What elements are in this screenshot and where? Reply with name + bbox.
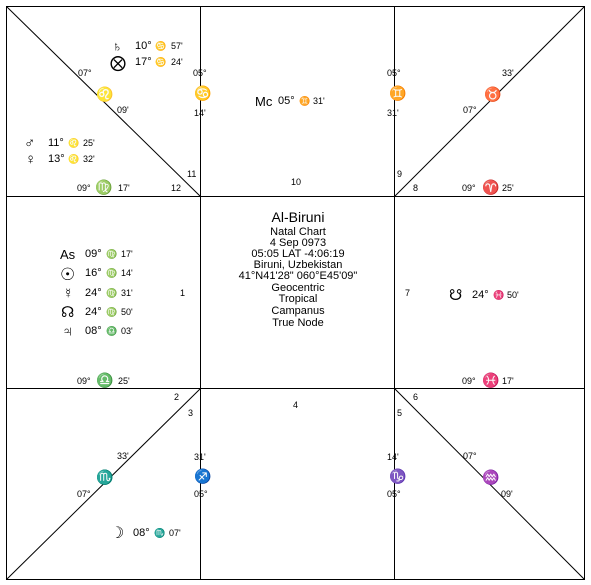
aquarius-icon: ♒ bbox=[482, 469, 500, 485]
moon-minute: 07' bbox=[169, 528, 181, 538]
cancer-icon: ♋ bbox=[194, 85, 212, 101]
house-number-6: 6 bbox=[413, 392, 419, 402]
house-system: Campanus bbox=[271, 305, 325, 317]
birth-coordinates: 41°N41'28" 060°E45'09" bbox=[238, 270, 358, 282]
side-br-minute: 14' bbox=[387, 452, 399, 462]
south-node-icon: ☋ bbox=[449, 287, 463, 304]
fortune-sign: ♋ bbox=[155, 57, 167, 67]
venus-minute: 32' bbox=[83, 154, 95, 164]
part-of-fortune-icon: ⨂ bbox=[110, 55, 126, 72]
house7-planets bbox=[449, 287, 519, 304]
cusp-6-degree: 09° bbox=[462, 376, 476, 386]
virgo-icon: ♍ bbox=[95, 179, 113, 195]
venus-degree: 13° bbox=[48, 153, 65, 165]
pisces-icon: ♓ bbox=[482, 372, 500, 388]
taurus-icon: ♉ bbox=[484, 86, 502, 102]
scorpio-icon: ♏ bbox=[96, 469, 114, 485]
house-number-4: 4 bbox=[293, 400, 299, 410]
cusp-2-minute: 25' bbox=[118, 376, 130, 386]
sagittarius-icon: ♐ bbox=[194, 468, 212, 484]
house-number-10: 10 bbox=[291, 177, 302, 187]
mc-minute: 31' bbox=[313, 96, 325, 106]
cusp-12-minute: 17' bbox=[118, 183, 130, 193]
house-number-7: 7 bbox=[405, 288, 411, 298]
zodiac-type: Tropical bbox=[278, 293, 318, 305]
house-number-2: 2 bbox=[174, 392, 180, 402]
cusp-8-degree: 09° bbox=[462, 183, 476, 193]
saturn-icon: ♄ bbox=[112, 38, 123, 54]
corner-tr-minute: 33' bbox=[502, 68, 514, 78]
moon-sign: ♏ bbox=[154, 528, 166, 538]
mc-sign: ♊ bbox=[299, 96, 311, 106]
cusp-8-minute: 25' bbox=[502, 183, 514, 193]
corner-br-degree: 07° bbox=[463, 451, 477, 461]
sun-minute: 14' bbox=[121, 268, 133, 278]
fortune-degree: 17° bbox=[135, 56, 152, 68]
corner-tl-degree: 07° bbox=[78, 68, 92, 78]
mercury-sign: ♍ bbox=[106, 288, 118, 298]
sun-sign: ♍ bbox=[106, 268, 118, 278]
house-number-11: 11 bbox=[187, 169, 197, 179]
house3-planets bbox=[110, 525, 181, 542]
venus-sign: ♌ bbox=[68, 154, 80, 164]
side-r-minute: 31' bbox=[387, 108, 399, 118]
saturn-degree: 10° bbox=[135, 40, 152, 52]
house-number-5: 5 bbox=[397, 408, 403, 418]
chart-name: Al-Biruni bbox=[271, 209, 325, 225]
corner-label-bottom-left bbox=[77, 451, 129, 499]
house1-planets bbox=[60, 247, 133, 340]
venus-icon: ♀ bbox=[25, 151, 37, 168]
mars-minute: 25' bbox=[83, 138, 95, 148]
chart-info-block bbox=[239, 209, 358, 329]
mercury-degree: 24° bbox=[85, 287, 102, 299]
north-node-minute: 50' bbox=[121, 307, 133, 317]
asc-degree: 09° bbox=[85, 248, 102, 260]
cusp-8-label bbox=[462, 179, 514, 196]
side-l-minute: 14' bbox=[194, 108, 206, 118]
corner-label-top-left bbox=[78, 68, 129, 115]
side-label-right bbox=[387, 68, 406, 118]
jupiter-sign: ♎ bbox=[106, 326, 118, 336]
side-l-degree: 05° bbox=[193, 68, 207, 78]
asc-minute: 17' bbox=[121, 249, 133, 259]
cusp-2-label bbox=[77, 372, 130, 389]
midheaven-label bbox=[255, 94, 325, 109]
cusp-6-minute: 17' bbox=[502, 376, 514, 386]
mercury-minute: 31' bbox=[121, 288, 133, 298]
mars-degree: 11° bbox=[48, 137, 64, 149]
house-number-9: 9 bbox=[397, 169, 403, 179]
north-node-icon: ☊ bbox=[61, 304, 75, 321]
corner-label-bottom-right bbox=[463, 451, 513, 499]
zodiac-center: Geocentric bbox=[271, 282, 325, 294]
leo-icon: ♌ bbox=[96, 86, 114, 102]
cusp-12-label bbox=[77, 179, 130, 196]
moon-degree: 08° bbox=[133, 527, 150, 539]
capricorn-icon: ♑ bbox=[389, 468, 407, 484]
house-number-1: 1 bbox=[180, 288, 186, 298]
fortune-minute: 24' bbox=[171, 57, 183, 67]
corner-bl-degree: 07° bbox=[77, 489, 91, 499]
house-number-8: 8 bbox=[413, 183, 419, 193]
south-node-degree: 24° bbox=[472, 289, 489, 301]
gemini-icon: ♊ bbox=[389, 85, 407, 101]
corner-label-top-right bbox=[463, 68, 514, 115]
south-node-minute: 50' bbox=[507, 290, 519, 300]
side-label-left bbox=[193, 68, 211, 118]
libra-icon: ♎ bbox=[96, 372, 114, 388]
midheaven-icon: Mc bbox=[255, 94, 273, 109]
cusp-12-degree: 09° bbox=[77, 183, 91, 193]
side-bl-minute: 31' bbox=[194, 452, 206, 462]
birth-date: 4 Sep 0973 bbox=[269, 237, 327, 249]
corner-tr-degree: 07° bbox=[463, 105, 477, 115]
house11-planets bbox=[24, 135, 95, 168]
jupiter-minute: 03' bbox=[121, 326, 133, 336]
moon-icon: ☽ bbox=[110, 525, 125, 542]
asc-sign: ♍ bbox=[106, 249, 118, 259]
north-node-degree: 24° bbox=[85, 306, 102, 318]
ascendant-icon: As bbox=[60, 247, 76, 262]
corner-tl-minute: 09' bbox=[117, 105, 129, 115]
aries-icon: ♈ bbox=[482, 179, 500, 195]
cusp-6-label bbox=[462, 372, 514, 389]
jupiter-degree: 08° bbox=[85, 325, 102, 337]
node-type: True Node bbox=[272, 317, 324, 329]
house12-planets bbox=[110, 38, 183, 72]
house-number-3: 3 bbox=[188, 408, 194, 418]
side-label-bottom-right bbox=[387, 452, 406, 499]
mc-degree: 05° bbox=[278, 95, 295, 107]
cusp-2-degree: 09° bbox=[77, 376, 91, 386]
mars-sign: ♌ bbox=[68, 138, 80, 148]
sun-degree: 16° bbox=[85, 267, 102, 279]
corner-br-minute: 09' bbox=[501, 489, 513, 499]
corner-bl-minute: 33' bbox=[117, 451, 129, 461]
side-bl-degree: 05° bbox=[194, 489, 208, 499]
mercury-icon: ☿ bbox=[63, 285, 74, 301]
chart-type: Natal Chart bbox=[270, 226, 326, 238]
birth-place: Biruni, Uzbekistan bbox=[253, 259, 343, 271]
house-number-12: 12 bbox=[171, 183, 182, 193]
saturn-sign: ♋ bbox=[155, 41, 167, 51]
sun-icon: ☉ bbox=[60, 265, 76, 284]
side-label-bottom-left bbox=[194, 452, 211, 499]
side-br-degree: 05° bbox=[387, 489, 401, 499]
jupiter-icon: ♃ bbox=[62, 323, 74, 340]
mars-icon: ♂ bbox=[24, 135, 36, 152]
birth-time: 05:05 LAT -4:06:19 bbox=[251, 248, 345, 260]
saturn-minute: 57' bbox=[171, 41, 183, 51]
north-node-sign: ♍ bbox=[106, 307, 118, 317]
south-node-sign: ♓ bbox=[493, 290, 505, 300]
side-r-degree: 05° bbox=[387, 68, 401, 78]
